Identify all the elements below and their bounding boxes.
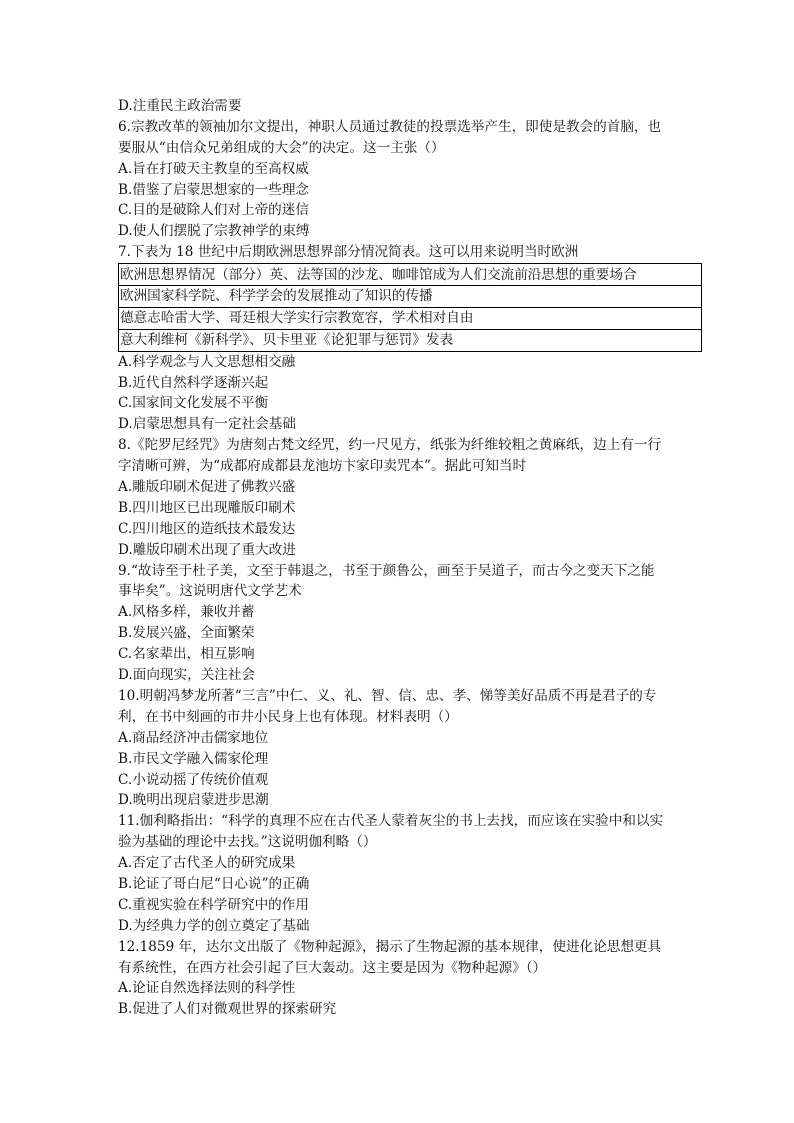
question-7-option-c: C.国家间文化发展不平衡 — [118, 395, 269, 412]
question-8-stem: 字清晰可辨，为“成都府成都县龙池坊卞家印卖咒本”。据此可知当时 — [118, 458, 527, 475]
question-11-option-c: C.重视实验在科学研究中的作用 — [118, 896, 309, 913]
table-cell: 欧洲思想界情况（部分）英、法等国的沙龙、咖啡馆成为人们交流前沿思想的重要场合 — [119, 264, 702, 286]
question-8-option-d: D.雕版印刷术出现了重大改进 — [118, 541, 296, 558]
exam-page — [118, 96, 708, 1020]
question-9-option-a: A.风格多样，兼收并蓄 — [118, 604, 255, 621]
question-7-option-a: A.科学观念与人文思想相交融 — [118, 353, 296, 370]
text-line: D.注重民主政治需要 — [118, 98, 242, 114]
question-12-option-b: B.促进了人们对微观世界的探索研究 — [118, 1001, 337, 1018]
question-11-option-b: B.论证了哥白尼“日心说”的正确 — [118, 875, 310, 892]
question-11-stem: 11.伽利略指出：“科学的真理不应在古代圣人蒙着灰尘的书上去找，而应该在实验中和以实 — [118, 813, 664, 830]
question-9-stem: 事毕矣”。这说明唐代文学艺术 — [118, 583, 302, 600]
question-8-option-b: B.四川地区已出现雕版印刷术 — [118, 499, 296, 516]
question-10-option-c: C.小说动摇了传统价值观 — [118, 771, 269, 788]
question-11-option-d: D.为经典力学的创立奠定了基础 — [118, 917, 310, 934]
question-6-stem: 6.宗教改革的领袖加尔文提出，神职人员通过教徒的投票选举产生，即使是教会的首脑，也 — [118, 118, 662, 135]
question-12-option-a: A.论证自然选择法则的科学性 — [118, 980, 296, 997]
question-10-option-d: D.晚明出现启蒙进步思潮 — [118, 792, 269, 809]
question-10-stem: 利，在书中刻画的市井小民身上也有体现。材料表明（） — [118, 708, 458, 725]
question-12-stem: 12.1859 年，达尔文出版了《物种起源》，揭示了生物起源的基本规律，使进化论思想更具 — [118, 938, 662, 955]
question-9-option-c: C.名家辈出，相互影响 — [118, 646, 255, 663]
info-table — [118, 263, 702, 352]
question-10-option-a: A.商品经济冲击儒家地位 — [118, 729, 269, 746]
question-8-option-a: A.雕版印刷术促进了佛教兴盛 — [118, 479, 296, 496]
question-11-stem: 验为基础的理论中去找。”这说明伽利略（） — [118, 834, 377, 851]
table-cell: 德意志哈雷大学、哥廷根大学实行宗教宽容，学术相对自由 — [119, 307, 702, 329]
table-row — [119, 286, 702, 308]
question-6-option-a: A.旨在打破天主教皇的至高权威 — [118, 160, 309, 177]
table-cell: 欧洲国家科学院、科学学会的发展推动了知识的传播 — [119, 286, 702, 308]
question-7-option-d: D.启蒙思想具有一定社会基础 — [118, 416, 296, 433]
question-6-stem: 要服从“由信众兄弟组成的大会”的决定。这一主张（） — [118, 139, 445, 156]
question-11-option-a: A.否定了古代圣人的研究成果 — [118, 855, 296, 872]
question-6-option-b: B.借鉴了启蒙思想家的一些理念 — [118, 181, 310, 198]
question-9-option-d: D.面向现实，关注社会 — [118, 667, 256, 684]
question-7-option-b: B.近代自然科学逐渐兴起 — [118, 374, 269, 391]
question-9-stem: 9.“故诗至于杜子美，文至于韩退之，书至于颜鲁公，画至于吴道子，而古今之变天下之能 — [118, 562, 655, 579]
table-row — [119, 329, 702, 351]
question-6-option-c: C.目的是破除人们对上帝的迷信 — [118, 202, 309, 219]
table-row — [119, 307, 702, 329]
question-10-option-b: B.市民文学融入儒家伦理 — [118, 750, 269, 767]
table-row — [119, 264, 702, 286]
table-cell: 意大利维柯《新科学》、贝卡里亚《论犯罪与惩罚》发表 — [119, 329, 702, 351]
question-12-stem: 有系统性，在西方社会引起了巨大轰动。这主要是因为《物种起源》（） — [118, 959, 547, 976]
question-10-stem: 10.明朝冯梦龙所著“三言”中仁、义、礼、智、信、忠、孝、悌等美好品质不再是君子的专 — [118, 687, 657, 704]
question-8-option-c: C.四川地区的造纸技术最发达 — [118, 520, 296, 537]
question-7-stem: 7.下表为 18 世纪中后期欧洲思想界部分情况简表。这可以用来说明当时欧洲 — [118, 244, 579, 261]
question-6-option-d: D.使人们摆脱了宗教神学的束缚 — [118, 223, 310, 240]
question-9-option-b: B.发展兴盛，全面繁荣 — [118, 625, 255, 642]
question-8-stem: 8.《陀罗尼经咒》为唐刻古梵文经咒，约一尺见方，纸张为纤维较粗之黄麻纸，边上有一行 — [118, 437, 662, 454]
